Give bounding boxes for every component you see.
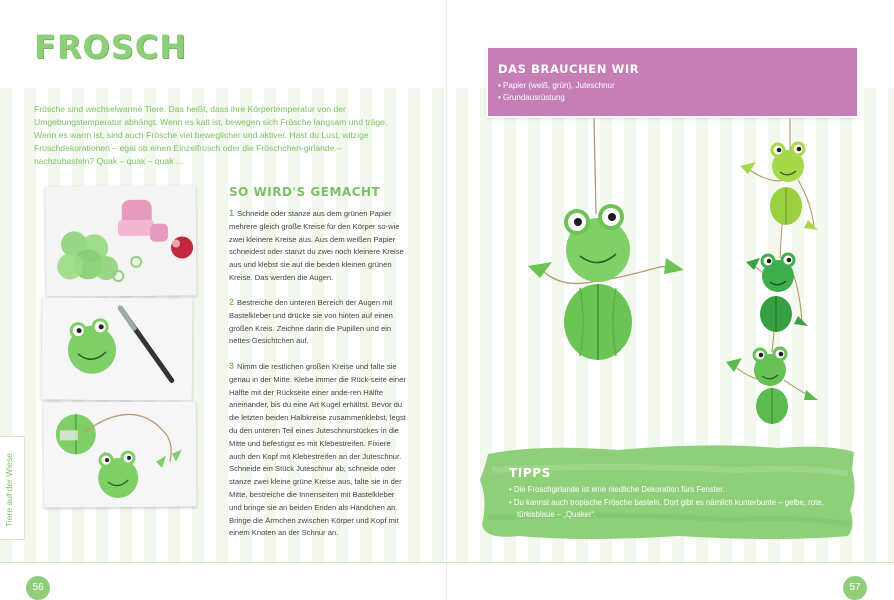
step-text: Nimm die restlichen großen Kreise und falte sie genau in der Mitte. Klebe immer die Rück-seite einer Hälfte mit der Rückseite einer ande-ren Hälfte aneinander, bis du eine Art Kugel erhältst. Bevor du die letzten beiden Halbkreise zusammenklebst, legst du den unteren Teil eines Juteschnurstückes in die Mitte und befestigst es mit Klebestreifen. Fixiere auch den Kopf mit Klebestreifen an der Juteschnur. Schneide ein Stück Juteschnur ab, schneide oder stanze zwei kleine grüne Kreise aus, falte sie in der Mitte, bestreiche die Innenseiten mit Bastelkleber und bringe sie an beiden Enden als Händchen an. Bringe die Ärmchen zwischen Körper und Kopf mit einem Knoten an der Schnur an.: [229, 362, 406, 538]
materials-heading: DAS BRAUCHEN WIR: [498, 62, 640, 76]
intro-text: Frösche sind wechselwarme Tiere. Das heißt, dass ihre Körpertemperatur von der Umgebungstemperatur abhängt. Wenn es kalt ist, bewegen sich Frösche langsam und träge. Wenn es warm ist, sind auch Frösche viel beweglicher und aktiver. Hast du Lust, witzige Froschdekorationen – egal ob einen Einzelfrosch oder die Fröschchen-girlande – nachzubasteln? Quak – quak – quak ...: [34, 104, 388, 166]
photo-frog-face-pen: [42, 297, 193, 400]
photo-punched-circles: [46, 185, 197, 296]
tips-list: [509, 484, 849, 522]
step-2: [229, 296, 409, 348]
page-number-right: 57: [843, 576, 867, 600]
tips-heading: TIPPS: [509, 466, 551, 480]
bottom-rule: [0, 562, 894, 563]
tips-box: [478, 440, 860, 542]
step-number: 2: [229, 297, 235, 307]
list-item: • Papier (weiß, grün), Juteschnur: [498, 80, 615, 92]
book-spine: [446, 0, 448, 600]
page-title: FROSCH: [34, 28, 188, 66]
step-text: Bestreiche den unteren Bereich der Augen mit Bastelkleber und drücke sie von hinten auf einen großen Kreis. Zeichne darin die Pupillen und ein nettes Gesichtchen auf.: [229, 298, 393, 346]
step-1: [229, 207, 409, 285]
step-text: Schneide oder stanze aus dem grünen Papier mehrere gleich große Kreise für den Körper so-wie zwei kleinere Kreise aus. Aus dem weißen Papier schneidest oder stanzt du zwei noch kleinere Kreise aus und klebst sie auf die beiden kleinen grünen Kreise. Das werden die Augen.: [229, 209, 404, 282]
list-item: • Die Froschgirlande ist eine niedliche Dekoration fürs Fenster.: [509, 484, 849, 497]
page-number-left: 56: [26, 576, 50, 600]
step-3: [229, 360, 409, 540]
materials-list: [498, 80, 615, 104]
materials-box: [488, 48, 857, 116]
step-number: 1: [229, 208, 235, 218]
photo-frog-assembly: [44, 401, 197, 507]
list-item: • Du kannst auch tropische Frösche basteln. Dort gibt es nämlich kunterbunte – gelbe, rote, türkisblaue – „Quaker“.: [509, 497, 849, 522]
how-to-heading: SO WIRD'S GEMACHT: [229, 185, 381, 199]
chapter-tab-label: Tiere auf der Wiese: [4, 453, 14, 527]
frog-garland-illustration: [480, 118, 894, 428]
list-item: • Grundausrüstung: [498, 92, 615, 104]
step-number: 3: [229, 361, 235, 371]
